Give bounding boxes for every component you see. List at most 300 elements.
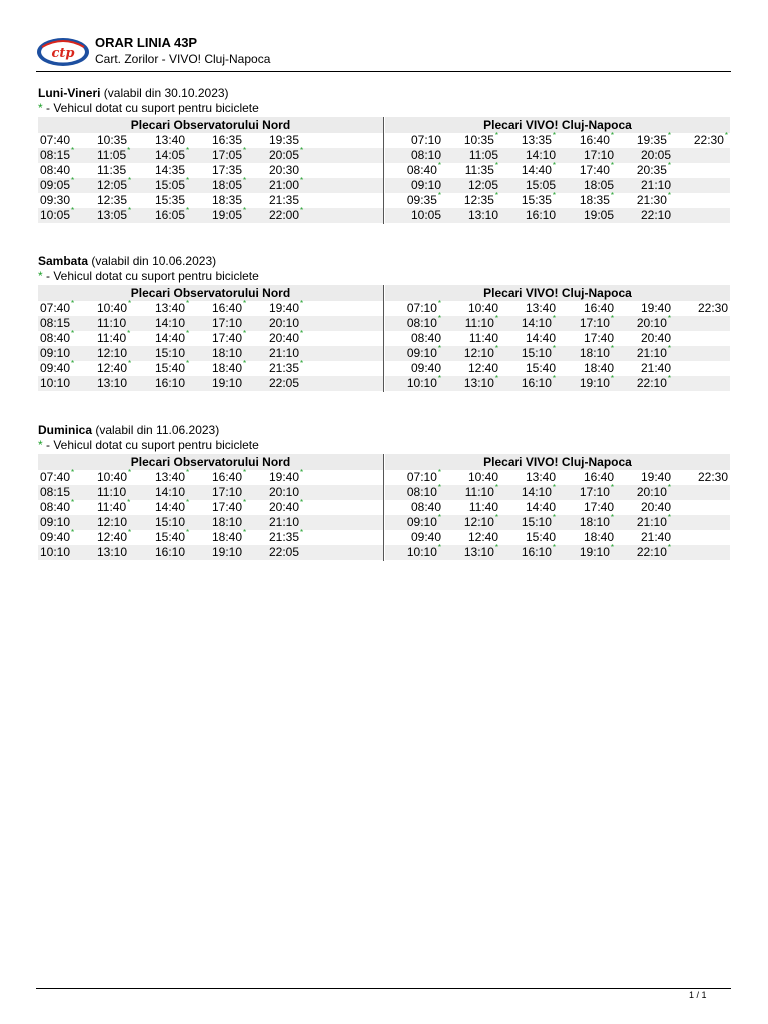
departure-time: 11:10 bbox=[97, 316, 127, 330]
departure-time: 15:35 bbox=[155, 193, 186, 207]
row-bg-left bbox=[38, 163, 383, 178]
bike-star: * bbox=[71, 359, 75, 368]
departure-time: 18:10* bbox=[579, 513, 614, 529]
bike-star: * bbox=[667, 191, 671, 200]
departure-time: 10:40 bbox=[467, 470, 498, 484]
departure-time: 22:30 bbox=[697, 470, 728, 484]
departure-time: 18:05 bbox=[583, 178, 614, 192]
page-title: ORAR LINIA 43P bbox=[95, 35, 198, 50]
departure-time: 21:30* bbox=[636, 191, 671, 207]
departure-time: 16:10 bbox=[155, 376, 186, 390]
row-bg-left bbox=[38, 301, 383, 316]
bike-star: * bbox=[71, 528, 75, 537]
departure-time: 16:40* bbox=[579, 131, 614, 147]
departure-time: 12:10 bbox=[97, 515, 128, 529]
departure-time: 11:40* bbox=[97, 498, 131, 514]
table-row bbox=[38, 301, 730, 316]
ctp-logo bbox=[36, 33, 90, 71]
bike-star: * bbox=[494, 374, 498, 383]
departure-time: 14:05* bbox=[155, 146, 190, 162]
departure-time: 11:35 bbox=[97, 163, 127, 177]
departure-time: 15:40 bbox=[525, 530, 556, 544]
legend-star: * bbox=[38, 269, 43, 283]
departure-time: 09:40 bbox=[410, 361, 441, 375]
departure-time: 15:40* bbox=[155, 528, 190, 544]
section-title bbox=[38, 254, 730, 269]
departure-time: 08:40 bbox=[410, 331, 441, 345]
bike-star: * bbox=[552, 191, 556, 200]
departure-time: 12:10 bbox=[97, 346, 128, 360]
departure-time: 18:40 bbox=[583, 530, 614, 544]
departure-time: 08:40* bbox=[406, 161, 441, 177]
bike-star: * bbox=[300, 498, 304, 507]
table-row bbox=[38, 178, 730, 193]
departure-time: 10:05 bbox=[410, 208, 441, 222]
legend-text: - Vehicul dotat cu suport pentru biciclete bbox=[42, 269, 259, 283]
departure-time: 07:40 bbox=[40, 133, 71, 147]
departure-time: 10:35 bbox=[97, 133, 128, 147]
departure-time: 09:05* bbox=[40, 176, 75, 192]
departure-time: 10:40* bbox=[97, 468, 132, 484]
departure-time: 14:40* bbox=[155, 329, 190, 345]
departure-time: 18:10 bbox=[212, 346, 243, 360]
departure-time: 12:40* bbox=[97, 528, 132, 544]
departure-time: 16:40 bbox=[583, 470, 614, 484]
table-row bbox=[38, 316, 730, 331]
departure-time: 09:10 bbox=[40, 515, 71, 529]
bike-star: * bbox=[186, 146, 190, 155]
schedule-section bbox=[38, 254, 730, 392]
bike-star: * bbox=[186, 176, 190, 185]
departure-time: 20:40 bbox=[640, 500, 671, 514]
departure-time: 08:40 bbox=[410, 500, 441, 514]
departure-time: 22:05 bbox=[269, 376, 300, 390]
bike-star: * bbox=[494, 314, 498, 323]
bike-star: * bbox=[128, 528, 132, 537]
table-row bbox=[38, 545, 730, 560]
departure-time: 19:35* bbox=[636, 131, 671, 147]
departure-time: 07:10 bbox=[410, 133, 441, 147]
departure-time: 13:40 bbox=[525, 301, 556, 315]
bike-star: * bbox=[437, 344, 441, 353]
departure-time: 20:10* bbox=[636, 483, 671, 499]
departure-time: 16:10* bbox=[521, 374, 556, 390]
section-title bbox=[38, 86, 730, 101]
legend-text: - Vehicul dotat cu suport pentru biciclete bbox=[42, 101, 259, 115]
departure-time: 18:40* bbox=[212, 528, 247, 544]
departure-time: 18:10* bbox=[579, 344, 614, 360]
departure-time: 18:10 bbox=[212, 515, 243, 529]
bike-star: * bbox=[667, 161, 671, 170]
table-row bbox=[38, 500, 730, 515]
row-bg-left bbox=[38, 470, 383, 485]
bike-star: * bbox=[494, 543, 498, 552]
row-bg-left bbox=[38, 485, 383, 500]
departure-time: 15:10* bbox=[521, 344, 556, 360]
bike-star: * bbox=[243, 528, 247, 537]
valid-date: (valabil din 11.06.2023) bbox=[92, 423, 220, 437]
departure-time: 16:05* bbox=[155, 206, 190, 222]
valid-date: (valabil din 30.10.2023) bbox=[100, 86, 229, 100]
departure-time: 09:35* bbox=[406, 191, 441, 207]
departure-time: 09:40 bbox=[410, 530, 441, 544]
departure-time: 08:15 bbox=[40, 485, 71, 499]
departure-time: 18:40 bbox=[583, 361, 614, 375]
departure-time: 11:40 bbox=[468, 500, 498, 514]
departure-time: 15:40 bbox=[525, 361, 556, 375]
departure-time: 12:10* bbox=[463, 513, 498, 529]
departure-time: 08:10* bbox=[406, 483, 441, 499]
section-title bbox=[38, 423, 730, 438]
table-row bbox=[38, 530, 730, 545]
bike-star: * bbox=[128, 359, 132, 368]
bike-star: * bbox=[494, 131, 498, 140]
departure-time: 22:10* bbox=[636, 543, 671, 559]
departure-time: 17:40 bbox=[583, 500, 614, 514]
bike-star: * bbox=[243, 359, 247, 368]
legend-line bbox=[38, 269, 730, 284]
bike-star: * bbox=[667, 314, 671, 323]
table-row bbox=[38, 208, 730, 223]
bike-star: * bbox=[667, 344, 671, 353]
page-number: 1 / 1 bbox=[689, 990, 707, 1000]
legend-star: * bbox=[38, 101, 43, 115]
bike-star: * bbox=[186, 206, 190, 215]
departure-time: 14:10 bbox=[155, 316, 186, 330]
bike-star: * bbox=[667, 483, 671, 492]
bike-star: * bbox=[71, 176, 75, 185]
bike-star: * bbox=[300, 329, 304, 338]
departure-time: 22:05 bbox=[269, 545, 300, 559]
departure-time: 19:40* bbox=[269, 468, 304, 484]
departure-time: 20:40 bbox=[640, 331, 671, 345]
departure-time: 13:10 bbox=[467, 208, 498, 222]
departure-time: 17:35 bbox=[212, 163, 243, 177]
departure-time: 13:35* bbox=[521, 131, 556, 147]
bike-star: * bbox=[610, 161, 614, 170]
document-header bbox=[36, 33, 731, 71]
departure-time: 12:40* bbox=[97, 359, 132, 375]
departure-time: 19:10* bbox=[579, 543, 614, 559]
departure-time: 20:10* bbox=[636, 314, 671, 330]
bike-star: * bbox=[610, 374, 614, 383]
departure-time: 08:40* bbox=[40, 329, 75, 345]
departure-time: 21:40 bbox=[640, 530, 671, 544]
table-row bbox=[38, 133, 730, 148]
departure-time: 20:10 bbox=[269, 316, 300, 330]
header-divider bbox=[36, 71, 731, 72]
footer-divider bbox=[36, 988, 731, 989]
bike-star: * bbox=[127, 329, 131, 338]
departure-time: 08:40 bbox=[40, 163, 71, 177]
departure-time: 19:10 bbox=[212, 376, 243, 390]
departure-time: 07:40* bbox=[40, 468, 75, 484]
bike-star: * bbox=[552, 131, 556, 140]
departure-time: 12:40 bbox=[467, 530, 498, 544]
day-label: Luni-Vineri bbox=[38, 86, 101, 100]
departure-time: 20:05 bbox=[640, 148, 671, 162]
bike-star: * bbox=[243, 206, 247, 215]
departure-time: 17:05* bbox=[212, 146, 247, 162]
departure-time: 17:40* bbox=[212, 498, 247, 514]
departure-time: 16:40* bbox=[212, 468, 247, 484]
departure-time: 21:10 bbox=[640, 178, 671, 192]
bike-star: * bbox=[552, 344, 556, 353]
departure-time: 08:10* bbox=[406, 314, 441, 330]
bike-star: * bbox=[437, 513, 441, 522]
bike-star: * bbox=[243, 468, 247, 477]
header-right: Plecari VIVO! Cluj-Napoca bbox=[385, 117, 730, 133]
departure-time: 12:05* bbox=[97, 176, 132, 192]
departure-time: 17:10* bbox=[579, 483, 614, 499]
departure-time: 13:10 bbox=[97, 545, 128, 559]
departure-time: 21:35* bbox=[269, 528, 304, 544]
departure-time: 11:35* bbox=[464, 161, 498, 177]
departure-time: 11:10* bbox=[464, 483, 498, 499]
header-left: Plecari Observatorului Nord bbox=[38, 454, 383, 470]
departure-time: 13:10* bbox=[463, 374, 498, 390]
bike-star: * bbox=[243, 329, 247, 338]
bike-star: * bbox=[494, 191, 498, 200]
row-bg-left bbox=[38, 346, 383, 361]
bike-star: * bbox=[552, 543, 556, 552]
departure-time: 14:40* bbox=[521, 161, 556, 177]
departure-time: 21:10* bbox=[636, 344, 671, 360]
departure-time: 21:00* bbox=[269, 176, 304, 192]
departure-time: 22:30 bbox=[697, 301, 728, 315]
departure-time: 22:10 bbox=[640, 208, 671, 222]
departure-time: 11:05 bbox=[468, 148, 498, 162]
bike-star: * bbox=[71, 468, 75, 477]
departure-time: 09:40* bbox=[40, 528, 75, 544]
route-subtitle: Cart. Zorilor - VIVO! Cluj-Napoca bbox=[95, 52, 271, 66]
departure-time: 13:10 bbox=[97, 376, 128, 390]
departure-time: 11:05* bbox=[97, 146, 131, 162]
bike-star: * bbox=[186, 329, 190, 338]
bike-star: * bbox=[610, 314, 614, 323]
bike-star: * bbox=[494, 344, 498, 353]
day-label: Duminica bbox=[38, 423, 93, 437]
departure-time: 14:40 bbox=[525, 331, 556, 345]
departure-time: 10:40* bbox=[97, 299, 132, 315]
departure-time: 18:35* bbox=[579, 191, 614, 207]
departure-time: 11:10* bbox=[464, 314, 498, 330]
departure-time: 20:40* bbox=[269, 329, 304, 345]
departure-time: 17:10 bbox=[583, 148, 614, 162]
departure-time: 12:35* bbox=[463, 191, 498, 207]
bike-star: * bbox=[300, 528, 304, 537]
timetable bbox=[38, 285, 730, 392]
table-row bbox=[38, 163, 730, 178]
bike-star: * bbox=[494, 483, 498, 492]
bike-star: * bbox=[128, 299, 132, 308]
bike-star: * bbox=[71, 146, 75, 155]
departure-time: 18:40* bbox=[212, 359, 247, 375]
bike-star: * bbox=[610, 513, 614, 522]
departure-time: 19:35 bbox=[269, 133, 300, 147]
bike-star: * bbox=[300, 468, 304, 477]
departure-time: 21:35* bbox=[269, 359, 304, 375]
departure-time: 10:10 bbox=[40, 376, 71, 390]
departure-time: 13:40 bbox=[525, 470, 556, 484]
row-bg-left bbox=[38, 193, 383, 208]
departure-time: 19:10 bbox=[212, 545, 243, 559]
departure-time: 21:35 bbox=[269, 193, 300, 207]
departure-time: 10:10* bbox=[406, 374, 441, 390]
row-bg-left bbox=[38, 208, 383, 223]
bike-star: * bbox=[437, 314, 441, 323]
row-bg-left bbox=[38, 361, 383, 376]
departure-time: 22:30* bbox=[693, 131, 728, 147]
header-right: Plecari VIVO! Cluj-Napoca bbox=[385, 454, 730, 470]
departure-time: 08:40* bbox=[40, 498, 75, 514]
bike-star: * bbox=[610, 543, 614, 552]
bike-star: * bbox=[186, 498, 190, 507]
bike-star: * bbox=[667, 374, 671, 383]
departure-time: 14:10 bbox=[525, 148, 556, 162]
departure-time: 09:40* bbox=[40, 359, 75, 375]
departure-time: 20:10 bbox=[269, 485, 300, 499]
departure-time: 21:10* bbox=[636, 513, 671, 529]
departure-time: 09:10* bbox=[406, 344, 441, 360]
departure-time: 13:40* bbox=[155, 468, 190, 484]
bike-star: * bbox=[437, 299, 441, 308]
bike-star: * bbox=[128, 468, 132, 477]
bike-star: * bbox=[610, 131, 614, 140]
bike-star: * bbox=[300, 176, 304, 185]
departure-time: 13:40* bbox=[155, 299, 190, 315]
departure-time: 11:40 bbox=[468, 331, 498, 345]
bike-star: * bbox=[71, 329, 75, 338]
bike-star: * bbox=[243, 176, 247, 185]
bike-star: * bbox=[552, 513, 556, 522]
departure-time: 15:05* bbox=[155, 176, 190, 192]
departure-time: 19:40 bbox=[640, 470, 671, 484]
departure-time: 14:40 bbox=[525, 500, 556, 514]
departure-time: 17:40* bbox=[579, 161, 614, 177]
row-bg-left bbox=[38, 178, 383, 193]
bike-star: * bbox=[186, 468, 190, 477]
departure-time: 20:40* bbox=[269, 498, 304, 514]
table-row bbox=[38, 470, 730, 485]
departure-time: 22:10* bbox=[636, 374, 671, 390]
legend-star: * bbox=[38, 438, 43, 452]
departure-time: 10:35* bbox=[463, 131, 498, 147]
bike-star: * bbox=[437, 483, 441, 492]
bike-star: * bbox=[127, 498, 131, 507]
logo-text: ctp bbox=[51, 46, 75, 61]
departure-time: 09:10 bbox=[410, 178, 441, 192]
bike-star: * bbox=[494, 513, 498, 522]
departure-time: 17:40 bbox=[583, 331, 614, 345]
column-divider bbox=[383, 285, 384, 392]
bike-star: * bbox=[610, 344, 614, 353]
departure-time: 09:10 bbox=[40, 346, 71, 360]
row-bg-left bbox=[38, 530, 383, 545]
table-row bbox=[38, 148, 730, 163]
departure-time: 17:40* bbox=[212, 329, 247, 345]
departure-time: 18:35 bbox=[212, 193, 243, 207]
bike-star: * bbox=[243, 299, 247, 308]
departure-time: 10:10 bbox=[40, 545, 71, 559]
schedule-section bbox=[38, 423, 730, 561]
departure-time: 20:30 bbox=[269, 163, 300, 177]
bike-star: * bbox=[186, 359, 190, 368]
departure-time: 15:10 bbox=[155, 346, 186, 360]
departure-time: 16:10 bbox=[525, 208, 556, 222]
departure-time: 22:00* bbox=[269, 206, 304, 222]
departure-time: 14:10* bbox=[521, 483, 556, 499]
bike-star: * bbox=[300, 359, 304, 368]
legend-line bbox=[38, 101, 730, 116]
column-divider bbox=[383, 454, 384, 561]
departure-time: 10:40 bbox=[467, 301, 498, 315]
table-row bbox=[38, 376, 730, 391]
departure-time: 15:40* bbox=[155, 359, 190, 375]
valid-date: (valabil din 10.06.2023) bbox=[88, 254, 217, 268]
day-label: Sambata bbox=[38, 254, 89, 268]
table-row bbox=[38, 361, 730, 376]
header-left: Plecari Observatorului Nord bbox=[38, 117, 383, 133]
bike-star: * bbox=[128, 206, 132, 215]
departure-time: 07:40* bbox=[40, 299, 75, 315]
departure-time: 15:05 bbox=[525, 178, 556, 192]
departure-time: 20:35* bbox=[636, 161, 671, 177]
table-row bbox=[38, 346, 730, 361]
departure-time: 10:05* bbox=[40, 206, 75, 222]
header-left: Plecari Observatorului Nord bbox=[38, 285, 383, 301]
departure-time: 15:35* bbox=[521, 191, 556, 207]
departure-time: 21:10 bbox=[269, 515, 300, 529]
departure-time: 17:10 bbox=[212, 316, 243, 330]
row-bg-left bbox=[38, 515, 383, 530]
bike-star: * bbox=[186, 299, 190, 308]
bike-star: * bbox=[71, 206, 75, 215]
departure-time: 17:10* bbox=[579, 314, 614, 330]
departure-time: 21:10 bbox=[269, 346, 300, 360]
table-row bbox=[38, 193, 730, 208]
bike-star: * bbox=[127, 146, 131, 155]
bike-star: * bbox=[437, 543, 441, 552]
bike-star: * bbox=[71, 498, 75, 507]
row-bg-left bbox=[38, 376, 383, 391]
departure-time: 19:40* bbox=[269, 299, 304, 315]
departure-time: 12:05 bbox=[467, 178, 498, 192]
departure-time: 13:05* bbox=[97, 206, 132, 222]
bike-star: * bbox=[186, 528, 190, 537]
departure-time: 16:35 bbox=[212, 133, 243, 147]
row-bg-left bbox=[38, 316, 383, 331]
departure-time: 15:10* bbox=[521, 513, 556, 529]
departure-time: 07:10* bbox=[406, 468, 441, 484]
bike-star: * bbox=[610, 483, 614, 492]
bike-star: * bbox=[552, 161, 556, 170]
bike-star: * bbox=[437, 468, 441, 477]
header-right: Plecari VIVO! Cluj-Napoca bbox=[385, 285, 730, 301]
row-bg-left bbox=[38, 545, 383, 560]
departure-time: 16:10 bbox=[155, 545, 186, 559]
departure-time: 19:40 bbox=[640, 301, 671, 315]
departure-time: 12:10* bbox=[463, 344, 498, 360]
departure-time: 10:10* bbox=[406, 543, 441, 559]
departure-time: 12:35 bbox=[97, 193, 128, 207]
departure-time: 20:05* bbox=[269, 146, 304, 162]
bike-star: * bbox=[667, 543, 671, 552]
timetable bbox=[38, 454, 730, 561]
bike-star: * bbox=[300, 206, 304, 215]
bike-star: * bbox=[300, 146, 304, 155]
bike-star: * bbox=[552, 374, 556, 383]
